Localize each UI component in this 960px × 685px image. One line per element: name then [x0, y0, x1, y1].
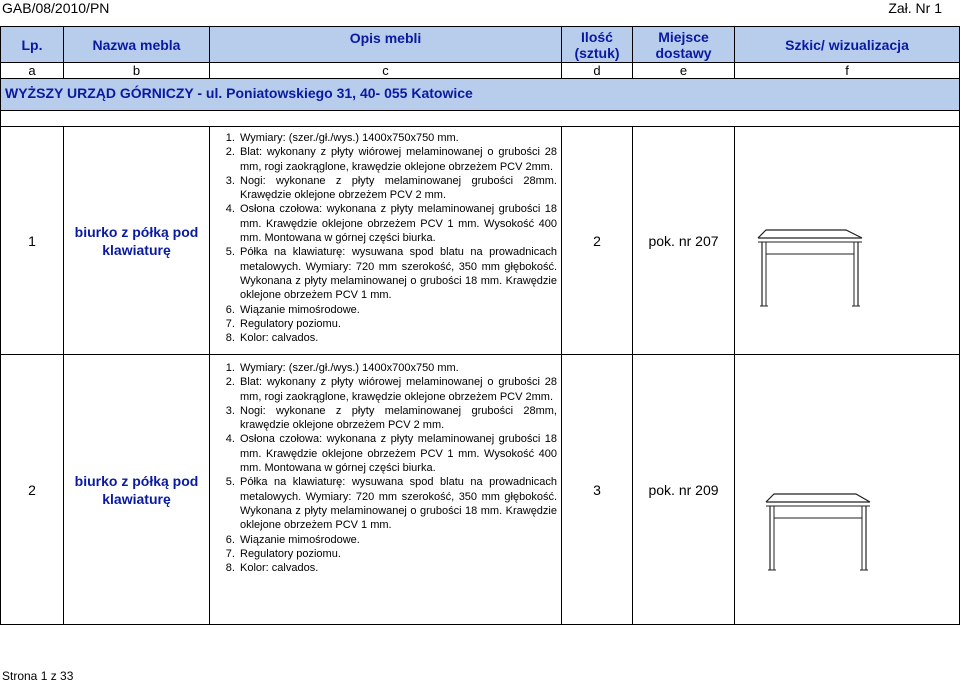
desk-sketch-image: [736, 356, 958, 624]
description-item: 7. Regulatory poziomu.: [238, 317, 557, 331]
section-spacer: [1, 111, 960, 127]
item-lp: 2: [1, 355, 64, 625]
table-row: [1, 127, 960, 355]
item-name: biurko z półką pod klawiaturę: [64, 355, 210, 625]
description-item: 8. Kolor: calvados.: [238, 331, 557, 345]
page-number: Strona 1 z 33: [2, 669, 74, 683]
item-qty: 3: [562, 355, 633, 625]
item-description: [210, 127, 562, 355]
col-header-description: Opis mebli: [210, 27, 562, 63]
description-item: 3. Nogi: wykonane z płyty melaminowanej grubości 28mm, krawędzie oklejone obrzeżem PCV 2 mm.: [238, 404, 557, 433]
description-item: 2. Blat: wykonany z płyty wiórowej melaminowanej o grubości 28 mm, rogi zaokrąglone, krawędzie oklejone obrzeżem PCV 2mm.: [238, 145, 557, 174]
item-place: pok. nr 207: [633, 127, 735, 355]
col-header-name: Nazwa mebla: [64, 27, 210, 63]
description-item: 8. Kolor: calvados.: [238, 561, 557, 575]
description-item: 7. Regulatory poziomu.: [238, 547, 557, 561]
description-item: 5. Półka na klawiaturę: wysuwana spod blatu na prowadnicach metalowych. Wymiary: 720 mm szerokość, 350 mm głębokość. Wykonana z płyty melaminowanej o grubości 18 mm. Krawędzie oklejone obrzeżem PCV 1 mm.: [238, 245, 557, 302]
description-item: 4. Osłona czołowa: wykonana z płyty melaminowanej grubości 18 mm. Krawędzie oklejone obrzeżem PCV 1 mm. Wysokość 400 mm. Montowana w górnej części biurka.: [238, 432, 557, 475]
description-item: 2. Blat: wykonany z płyty wiórowej melaminowanej o grubości 28 mm, rogi zaokrąglone, krawędzie oklejone obrzeżem PCV 2mm.: [238, 375, 557, 404]
description-item: 6. Wiązanie mimośrodowe.: [238, 533, 557, 547]
item-place: pok. nr 209: [633, 355, 735, 625]
item-description: [210, 355, 562, 625]
desk-sketch-image: [736, 128, 958, 354]
section-title: WYŻSZY URZĄD GÓRNICZY - ul. Poniatowskiego 31, 40- 055 Katowice: [1, 79, 960, 111]
column-letter-row: [1, 63, 960, 79]
item-sketch: [735, 127, 960, 355]
description-item: 4. Osłona czołowa: wykonana z płyty melaminowanej grubości 18 mm. Krawędzie oklejone obrzeżem PCV 1 mm. Wysokość 400 mm. Montowana w górnej części biurka.: [238, 202, 557, 245]
item-name: biurko z półką pod klawiaturę: [64, 127, 210, 355]
description-item: 1. Wymiary: (szer./gł./wys.) 1400x700x750 mm.: [238, 361, 557, 375]
description-list: [222, 359, 557, 575]
description-item: 5. Półka na klawiaturę: wysuwana spod blatu na prowadnicach metalowych. Wymiary: 720 mm szerokość, 350 mm głębokość. Wykonana z płyty melaminowanej o grubości 18 mm. Krawędzie oklejone obrzeżem PCV 1 mm.: [238, 475, 557, 532]
col-letter-e: e: [633, 63, 735, 79]
description-item: 3. Nogi: wykonane z płyty melaminowanej grubości 28mm. Krawędzie oklejone obrzeżem PCV 2 mm.: [238, 174, 557, 203]
col-letter-b: b: [64, 63, 210, 79]
col-header-place: Miejsce dostawy: [633, 27, 735, 63]
col-header-lp: Lp.: [1, 27, 64, 63]
col-header-sketch: Szkic/ wizualizacja: [735, 27, 960, 63]
furniture-table: [0, 26, 960, 625]
col-letter-a: a: [1, 63, 64, 79]
table-header-row: [1, 27, 960, 63]
col-header-qty: Ilość (sztuk): [562, 27, 633, 63]
description-list: [222, 131, 557, 345]
col-letter-d: d: [562, 63, 633, 79]
item-sketch: [735, 355, 960, 625]
description-item: 1. Wymiary: (szer./gł./wys.) 1400x750x750 mm.: [238, 131, 557, 145]
attachment-number: Zał. Nr 1: [888, 0, 942, 16]
col-letter-f: f: [735, 63, 960, 79]
description-item: 6. Wiązanie mimośrodowe.: [238, 303, 557, 317]
item-lp: 1: [1, 127, 64, 355]
table-row: [1, 355, 960, 625]
col-letter-c: c: [210, 63, 562, 79]
item-qty: 2: [562, 127, 633, 355]
document-id: GAB/08/2010/PN: [2, 0, 110, 16]
